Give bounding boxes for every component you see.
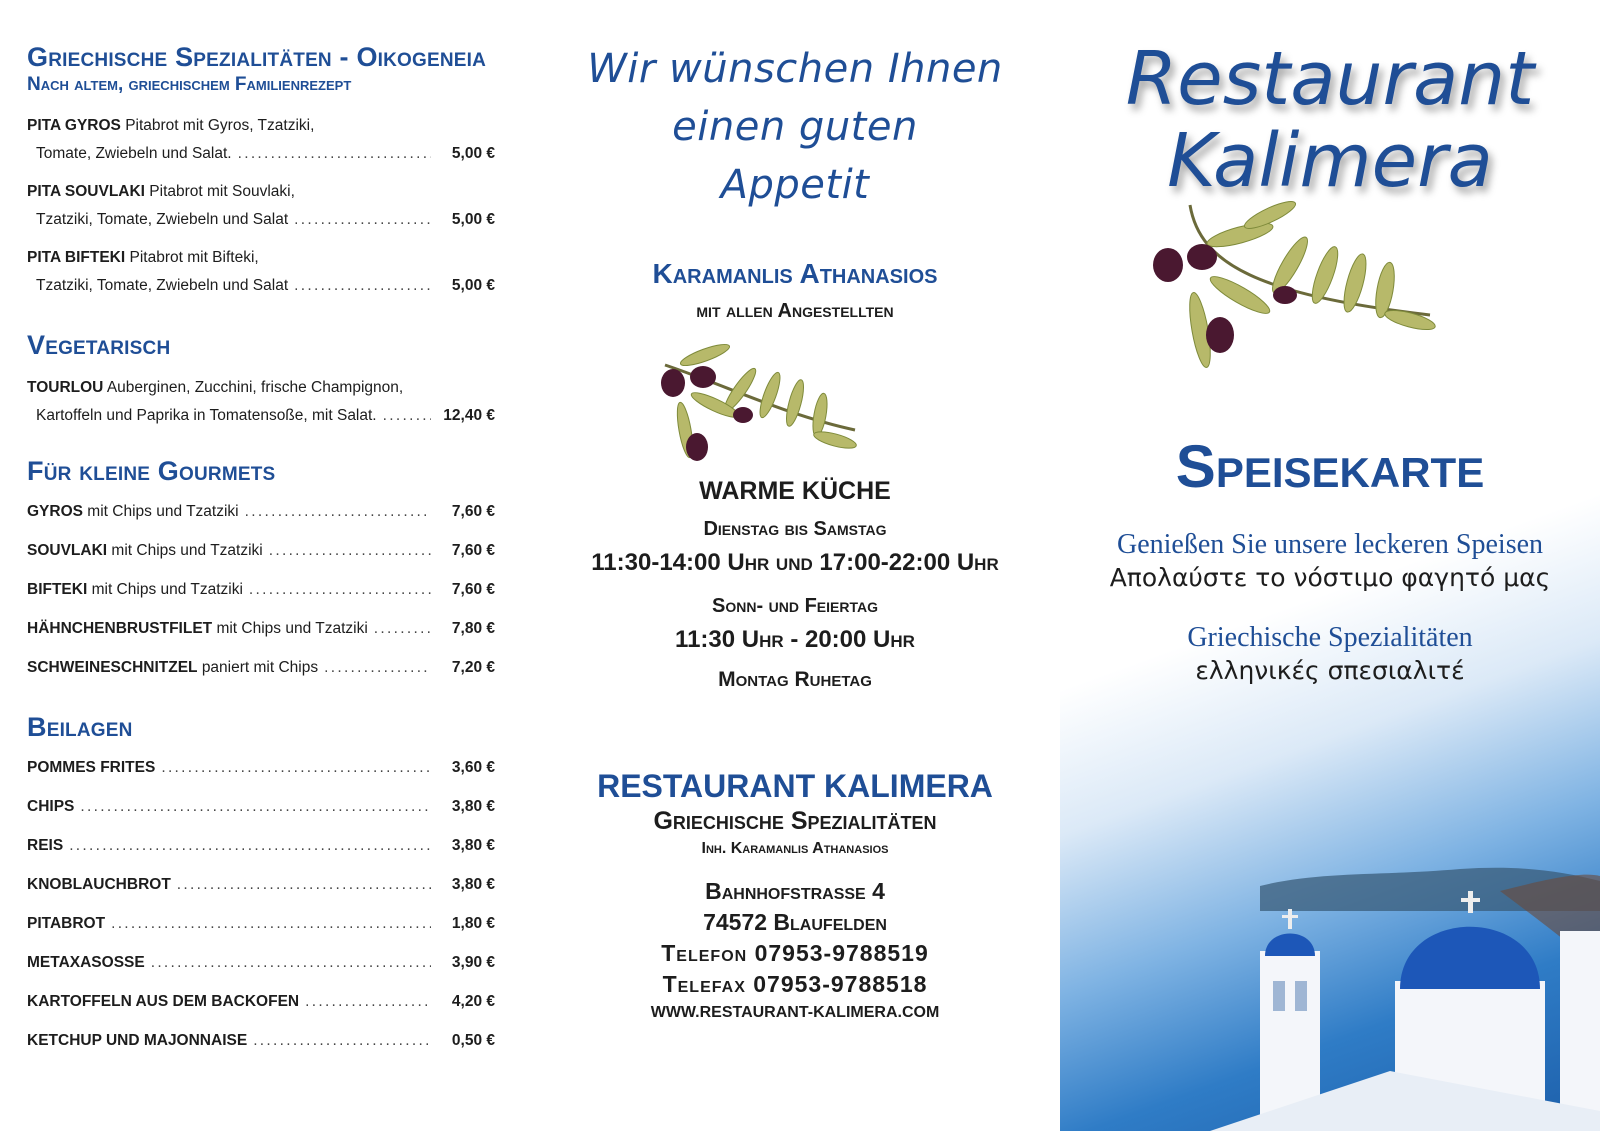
enjoy-greek: Απολαύστε το νόστιμο φαγητό μας [1109, 563, 1551, 592]
menu-item: REIS . . . 3,80 € [27, 832, 495, 860]
santorini-scene-icon [1060, 831, 1600, 1131]
price: 7,80 € [451, 620, 495, 637]
info-middle-panel [560, 0, 1030, 1131]
section-title-vegetarian: Vegetarisch [27, 330, 171, 360]
menu-item: KARTOFFELN AUS DEM BACKOFEN . . . 4,20 € [27, 988, 495, 1016]
menu-item: HÄHNCHENBRUSTFILET mit Chips und Tzatziki . . . 7,80 € [27, 615, 495, 643]
menu-item: PITABROT . . . 1,80 € [27, 910, 495, 938]
website-link[interactable]: WWW.RESTAURANT-KALIMERA.COM [650, 1004, 940, 1021]
cover-right-panel [1060, 0, 1600, 1131]
owner-name: Karamanlis Athanasios [652, 258, 938, 289]
menu-item: PITA SOUVLAKI Pitabrot mit Souvlaki, Tzatziki, Tomate, Zwiebeln und Salat . . . 5,00 € [27, 178, 495, 234]
section-title-sides: Beilagen [27, 712, 133, 742]
fax: Telefax 07953-9788518 [662, 971, 928, 997]
address-city: 74572 Blaufelden [703, 909, 887, 935]
section-subtitle-specialties: Nach altem, griechischem Familienrezept [27, 74, 352, 95]
speisekarte-heading: Speisekarte [1175, 433, 1485, 500]
price: 3,80 € [451, 876, 495, 893]
enjoy-german: Genießen Sie unsere leckeren Speisen [1116, 529, 1544, 560]
price: 3,80 € [451, 798, 495, 815]
olive-branch-icon [1140, 195, 1440, 385]
menu-item: METAXASOSSE . . . 3,90 € [27, 949, 495, 977]
price: 4,20 € [451, 993, 495, 1010]
restaurant-title: Restaurant Kalimera [1125, 36, 1535, 204]
section-title-kids: Für kleine Gourmets [27, 456, 276, 486]
menu-item: SOUVLAKI mit Chips und Tzatziki . . . 7,60 € [27, 537, 495, 565]
address-street: Bahnhofstrasse 4 [705, 878, 885, 904]
hours-times-sunday: 11:30 Uhr - 20:00 Uhr [675, 626, 915, 653]
price: 3,90 € [451, 954, 495, 971]
proprietor: Inh. Karamanlis Athanasios [701, 840, 889, 857]
restaurant-name: RESTAURANT KALIMERA [597, 768, 993, 804]
restaurant-tagline: Griechische Spezialitäten [653, 807, 937, 835]
price: 12,40 € [443, 407, 495, 424]
greeting: Wir wünschen Ihnen einen guten Appetit [587, 46, 1003, 208]
menu-left-panel [0, 0, 520, 1131]
price: 7,60 € [451, 503, 495, 520]
hours-title: WARME KÜCHE [699, 477, 891, 505]
closed-day: Montag Ruhetag [718, 668, 872, 691]
specialties-german: Griechische Spezialitäten [1187, 622, 1473, 653]
price: 3,60 € [451, 759, 495, 776]
specialties-greek: ελληνικές σπεσιαλιτέ [1195, 656, 1465, 685]
menu-item: TOURLOU Auberginen, Zucchini, frische Champignon, Kartoffeln und Paprika in Tomatensoße, mit Salat. . . . 12,40 € [27, 374, 495, 430]
price: 7,60 € [451, 581, 495, 598]
menu-item: SCHWEINESCHNITZEL paniert mit Chips . . . 7,20 € [27, 654, 495, 682]
menu-item: KNOBLAUCHBROT . . . 3,80 € [27, 871, 495, 899]
price: 7,60 € [451, 542, 495, 559]
owner-subtitle: mit allen Angestellten [696, 300, 894, 322]
section-title-specialties: Griechische Spezialitäten - Oikogeneia [27, 42, 487, 72]
hours-days-sunday: Sonn- und Feiertag [712, 595, 878, 617]
hours-times-weekday: 11:30-14:00 Uhr und 17:00-22:00 Uhr [591, 549, 999, 576]
menu-item: GYROS mit Chips und Tzatziki . . . 7,60 € [27, 498, 495, 526]
price: 0,50 € [451, 1032, 495, 1049]
price: 5,00 € [451, 211, 495, 228]
menu-item: BIFTEKI mit Chips und Tzatziki . . . 7,60 € [27, 576, 495, 604]
price: 3,80 € [451, 837, 495, 854]
price: 5,00 € [451, 277, 495, 294]
menu-item: PITA GYROS Pitabrot mit Gyros, Tzatziki, Tomate, Zwiebeln und Salat. . . . 5,00 € [27, 112, 495, 168]
phone: Telefon 07953-9788519 [661, 940, 929, 966]
menu-item: KETCHUP UND MAJONNAISE . . . 0,50 € [27, 1027, 495, 1055]
menu-item: PITA BIFTEKI Pitabrot mit Bifteki, Tzatziki, Tomate, Zwiebeln und Salat . . . 5,00 € [27, 244, 495, 300]
hours-days-weekday: Dienstag bis Samstag [703, 518, 887, 540]
price: 5,00 € [451, 145, 495, 162]
menu-item: POMMES FRITES . . . 3,60 € [27, 754, 495, 782]
menu-item: CHIPS . . . 3,80 € [27, 793, 495, 821]
olive-branch-icon [645, 335, 865, 475]
price: 7,20 € [451, 659, 495, 676]
price: 1,80 € [451, 915, 495, 932]
